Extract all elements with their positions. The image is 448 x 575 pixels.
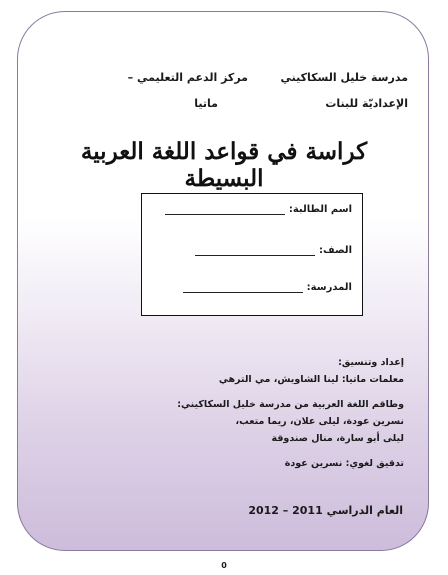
student-name-label: اسم الطالبة: — [288, 204, 352, 215]
class-label: الصف: — [319, 245, 352, 256]
staff-heading: وطاقم اللغة العربية من مدرسة خليل السكاكيني: — [177, 399, 404, 410]
school-line-1: مدرسة خليل السكاكيني — [280, 71, 408, 84]
language-review: تدقيق لغوي: نسرين عودة — [284, 458, 404, 469]
page-number: 0 — [221, 561, 227, 570]
credits-section — [74, 354, 404, 472]
teacher-line[interactable] — [183, 282, 303, 293]
class-field[interactable] — [195, 245, 352, 256]
center-line-1: مركز الدعم التعليمي – — [127, 71, 248, 84]
center-line-2: ماتيا — [194, 97, 218, 110]
class-line[interactable] — [195, 245, 315, 256]
staff-line-1: نسرين عودة، ليلى علان، ريما متعب، — [235, 416, 404, 427]
support-center — [108, 65, 248, 117]
school-name — [248, 65, 408, 117]
student-name-field[interactable] — [165, 204, 352, 215]
teacher-label: المدرسة: — [306, 282, 352, 293]
student-info-box — [141, 193, 363, 316]
prep-names: معلمات ماتيا: لينا الشاويش، مي الترهي — [218, 374, 404, 385]
staff-line-2: ليلى أبو سارة، منال صندوقة — [271, 433, 404, 444]
academic-year: العام الدراسي 2011 – 2012 — [248, 504, 403, 517]
teacher-field[interactable] — [183, 282, 352, 293]
page-title: كراسة في قواعد اللغة العربية البسيطة — [80, 138, 368, 192]
prep-heading: إعداد وتنسيق: — [338, 357, 404, 368]
school-line-2: الإعداديّة للبنات — [325, 97, 408, 110]
student-name-line[interactable] — [165, 204, 285, 215]
